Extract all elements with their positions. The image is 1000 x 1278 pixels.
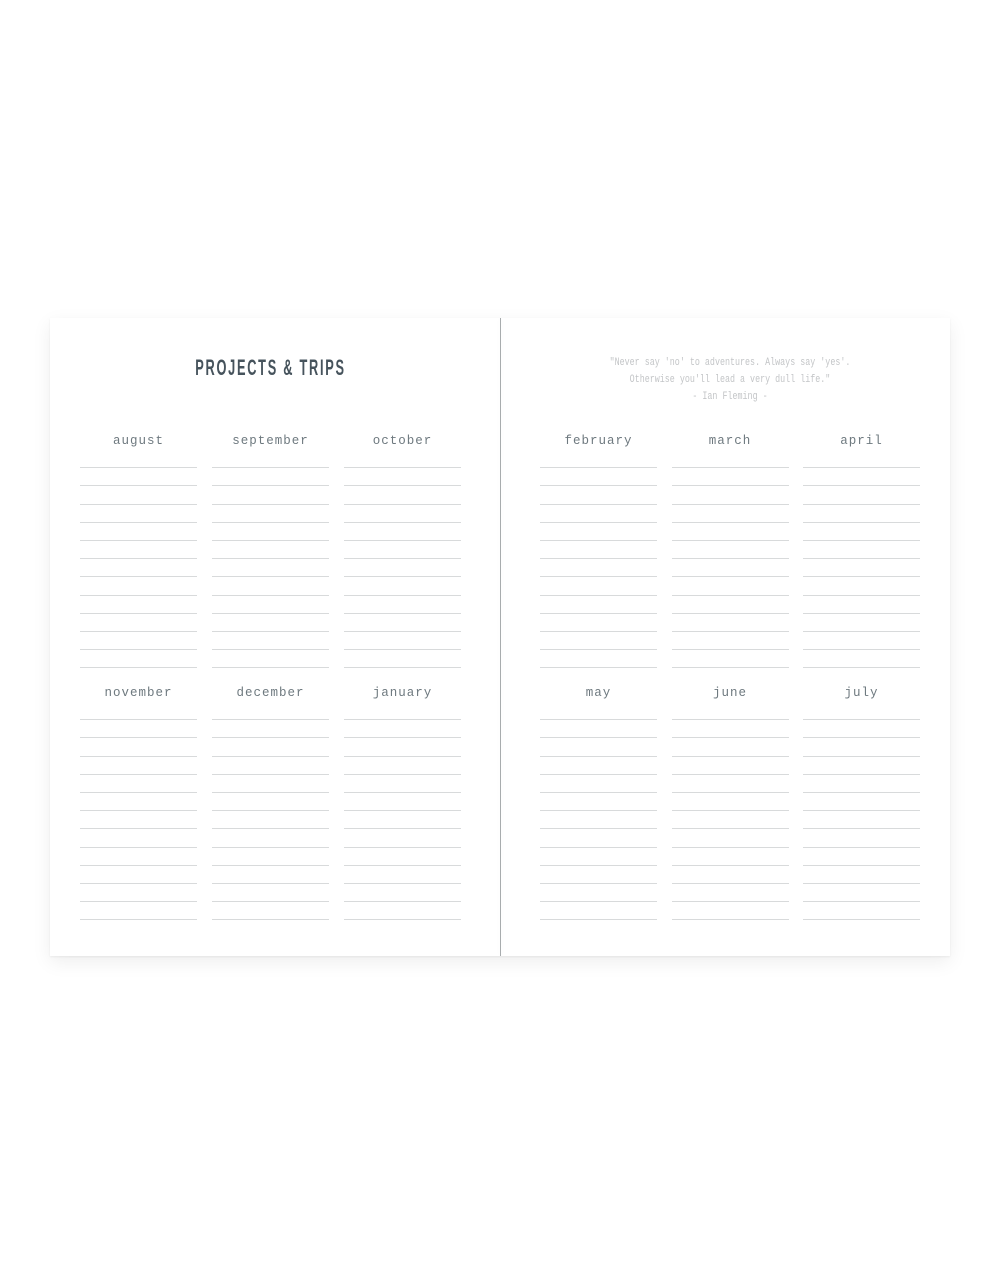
ruled-line bbox=[803, 793, 920, 811]
ruled-line bbox=[672, 793, 789, 811]
ruled-line bbox=[803, 541, 920, 559]
ruled-line bbox=[80, 902, 197, 920]
month-label: may bbox=[585, 686, 612, 700]
ruled-line bbox=[344, 884, 461, 902]
ruled-lines bbox=[80, 702, 197, 920]
ruled-line bbox=[80, 775, 197, 793]
ruled-line bbox=[344, 577, 461, 595]
quote-block bbox=[586, 355, 875, 406]
ruled-line bbox=[212, 702, 329, 720]
ruled-line bbox=[344, 541, 461, 559]
month-column-may bbox=[540, 686, 657, 920]
ruled-line bbox=[540, 848, 657, 866]
ruled-line bbox=[803, 720, 920, 738]
ruled-line bbox=[540, 702, 657, 720]
ruled-lines bbox=[344, 702, 461, 920]
ruled-line bbox=[80, 523, 197, 541]
month-label: april bbox=[840, 434, 883, 448]
ruled-line bbox=[212, 523, 329, 541]
ruled-line bbox=[540, 505, 657, 523]
ruled-line bbox=[803, 848, 920, 866]
ruled-line bbox=[80, 829, 197, 847]
ruled-line bbox=[212, 632, 329, 650]
ruled-line bbox=[803, 559, 920, 577]
ruled-line bbox=[540, 775, 657, 793]
ruled-line bbox=[672, 650, 789, 668]
month-column-october bbox=[344, 434, 461, 668]
ruled-line bbox=[344, 848, 461, 866]
ruled-line bbox=[540, 450, 657, 468]
ruled-line bbox=[672, 523, 789, 541]
month-label: february bbox=[564, 434, 633, 448]
ruled-line bbox=[803, 450, 920, 468]
ruled-line bbox=[540, 596, 657, 614]
ruled-line bbox=[540, 468, 657, 486]
ruled-line bbox=[672, 596, 789, 614]
ruled-line bbox=[540, 757, 657, 775]
ruled-line bbox=[672, 902, 789, 920]
ruled-line bbox=[80, 793, 197, 811]
ruled-line bbox=[540, 614, 657, 632]
ruled-line bbox=[344, 829, 461, 847]
ruled-line bbox=[212, 738, 329, 756]
ruled-line bbox=[80, 505, 197, 523]
ruled-line bbox=[212, 505, 329, 523]
ruled-line bbox=[80, 450, 197, 468]
ruled-line bbox=[344, 738, 461, 756]
ruled-line bbox=[540, 866, 657, 884]
ruled-line bbox=[540, 523, 657, 541]
left-page bbox=[50, 318, 500, 956]
ruled-line bbox=[803, 775, 920, 793]
ruled-line bbox=[540, 902, 657, 920]
ruled-line bbox=[344, 614, 461, 632]
quote-line-1: "Never say 'no' to adventures. Always say 'yes'. bbox=[609, 357, 851, 369]
ruled-line bbox=[344, 505, 461, 523]
ruled-line bbox=[80, 738, 197, 756]
ruled-line bbox=[803, 738, 920, 756]
ruled-line bbox=[212, 884, 329, 902]
ruled-line bbox=[803, 884, 920, 902]
ruled-line bbox=[80, 559, 197, 577]
ruled-line bbox=[80, 702, 197, 720]
ruled-line bbox=[803, 486, 920, 504]
ruled-line bbox=[672, 614, 789, 632]
ruled-line bbox=[803, 577, 920, 595]
ruled-lines bbox=[803, 450, 920, 668]
ruled-line bbox=[540, 541, 657, 559]
ruled-line bbox=[344, 632, 461, 650]
ruled-line bbox=[672, 811, 789, 829]
ruled-line bbox=[212, 650, 329, 668]
ruled-line bbox=[212, 720, 329, 738]
ruled-line bbox=[344, 793, 461, 811]
ruled-line bbox=[344, 596, 461, 614]
ruled-line bbox=[540, 559, 657, 577]
ruled-line bbox=[344, 450, 461, 468]
quote-attribution: - Ian Fleming - bbox=[692, 391, 768, 403]
month-column-june bbox=[672, 686, 789, 920]
ruled-line bbox=[80, 632, 197, 650]
right-top-month-grid bbox=[540, 434, 920, 668]
ruled-line bbox=[80, 811, 197, 829]
month-label: march bbox=[708, 434, 752, 448]
month-label: june bbox=[712, 686, 747, 700]
ruled-line bbox=[803, 523, 920, 541]
ruled-line bbox=[803, 632, 920, 650]
ruled-lines bbox=[672, 450, 789, 668]
ruled-line bbox=[212, 866, 329, 884]
ruled-line bbox=[672, 559, 789, 577]
ruled-line bbox=[80, 884, 197, 902]
month-label: january bbox=[372, 686, 433, 700]
ruled-line bbox=[803, 757, 920, 775]
ruled-lines bbox=[672, 702, 789, 920]
ruled-line bbox=[80, 577, 197, 595]
ruled-line bbox=[672, 450, 789, 468]
ruled-lines bbox=[212, 450, 329, 668]
ruled-line bbox=[212, 848, 329, 866]
ruled-line bbox=[80, 596, 197, 614]
ruled-line bbox=[212, 559, 329, 577]
ruled-line bbox=[344, 902, 461, 920]
month-label: october bbox=[372, 434, 433, 448]
ruled-line bbox=[344, 468, 461, 486]
ruled-line bbox=[672, 829, 789, 847]
ruled-line bbox=[672, 505, 789, 523]
ruled-line bbox=[540, 811, 657, 829]
ruled-line bbox=[672, 541, 789, 559]
ruled-line bbox=[540, 632, 657, 650]
ruled-line bbox=[212, 829, 329, 847]
month-column-december bbox=[212, 686, 329, 920]
ruled-line bbox=[212, 450, 329, 468]
quote-line-2: Otherwise you'll lead a very dull life." bbox=[629, 374, 831, 386]
ruled-lines bbox=[540, 702, 657, 920]
ruled-line bbox=[212, 486, 329, 504]
month-column-april bbox=[803, 434, 920, 668]
ruled-line bbox=[212, 775, 329, 793]
ruled-line bbox=[803, 702, 920, 720]
month-column-september bbox=[212, 434, 329, 668]
ruled-lines bbox=[803, 702, 920, 920]
ruled-line bbox=[672, 757, 789, 775]
month-column-november bbox=[80, 686, 197, 920]
ruled-line bbox=[344, 811, 461, 829]
month-label: september bbox=[232, 434, 309, 448]
ruled-line bbox=[803, 811, 920, 829]
ruled-line bbox=[672, 866, 789, 884]
ruled-line bbox=[344, 559, 461, 577]
ruled-line bbox=[212, 577, 329, 595]
ruled-line bbox=[80, 614, 197, 632]
ruled-line bbox=[540, 650, 657, 668]
ruled-line bbox=[344, 702, 461, 720]
ruled-line bbox=[80, 541, 197, 559]
planner-spread bbox=[50, 318, 950, 956]
ruled-line bbox=[672, 702, 789, 720]
month-column-august bbox=[80, 434, 197, 668]
ruled-lines bbox=[212, 702, 329, 920]
ruled-line bbox=[212, 614, 329, 632]
ruled-line bbox=[803, 829, 920, 847]
ruled-line bbox=[540, 577, 657, 595]
ruled-line bbox=[344, 757, 461, 775]
month-column-march bbox=[672, 434, 789, 668]
ruled-line bbox=[803, 614, 920, 632]
ruled-line bbox=[80, 468, 197, 486]
ruled-line bbox=[803, 866, 920, 884]
ruled-lines bbox=[540, 450, 657, 668]
month-label: july bbox=[844, 686, 879, 700]
ruled-line bbox=[344, 866, 461, 884]
ruled-line bbox=[672, 775, 789, 793]
ruled-line bbox=[80, 866, 197, 884]
ruled-line bbox=[672, 486, 789, 504]
ruled-line bbox=[803, 468, 920, 486]
ruled-line bbox=[80, 757, 197, 775]
month-column-january bbox=[344, 686, 461, 920]
ruled-line bbox=[540, 793, 657, 811]
ruled-line bbox=[803, 650, 920, 668]
month-column-february bbox=[540, 434, 657, 668]
ruled-line bbox=[672, 720, 789, 738]
ruled-line bbox=[540, 486, 657, 504]
ruled-line bbox=[672, 848, 789, 866]
ruled-line bbox=[212, 793, 329, 811]
ruled-line bbox=[212, 811, 329, 829]
ruled-line bbox=[344, 775, 461, 793]
left-top-month-grid bbox=[80, 434, 461, 668]
ruled-line bbox=[540, 829, 657, 847]
ruled-line bbox=[212, 902, 329, 920]
ruled-line bbox=[80, 848, 197, 866]
month-label: december bbox=[236, 686, 305, 700]
month-label: november bbox=[104, 686, 173, 700]
ruled-line bbox=[212, 757, 329, 775]
right-page bbox=[500, 318, 950, 956]
ruled-line bbox=[212, 541, 329, 559]
page-title: PROJECTS & TRIPS bbox=[195, 355, 346, 380]
ruled-line bbox=[344, 650, 461, 668]
ruled-line bbox=[212, 468, 329, 486]
ruled-lines bbox=[80, 450, 197, 668]
right-bottom-month-grid bbox=[540, 686, 920, 920]
ruled-line bbox=[672, 884, 789, 902]
ruled-line bbox=[672, 577, 789, 595]
ruled-line bbox=[672, 632, 789, 650]
ruled-line bbox=[80, 486, 197, 504]
ruled-line bbox=[80, 720, 197, 738]
month-label: august bbox=[112, 434, 164, 448]
ruled-line bbox=[803, 596, 920, 614]
ruled-line bbox=[803, 505, 920, 523]
ruled-line bbox=[672, 468, 789, 486]
ruled-line bbox=[344, 486, 461, 504]
left-bottom-month-grid bbox=[80, 686, 461, 920]
ruled-line bbox=[344, 523, 461, 541]
ruled-line bbox=[344, 720, 461, 738]
month-column-july bbox=[803, 686, 920, 920]
ruled-lines bbox=[344, 450, 461, 668]
ruled-line bbox=[540, 884, 657, 902]
ruled-line bbox=[212, 596, 329, 614]
ruled-line bbox=[803, 902, 920, 920]
ruled-line bbox=[540, 720, 657, 738]
ruled-line bbox=[80, 650, 197, 668]
ruled-line bbox=[540, 738, 657, 756]
ruled-line bbox=[672, 738, 789, 756]
